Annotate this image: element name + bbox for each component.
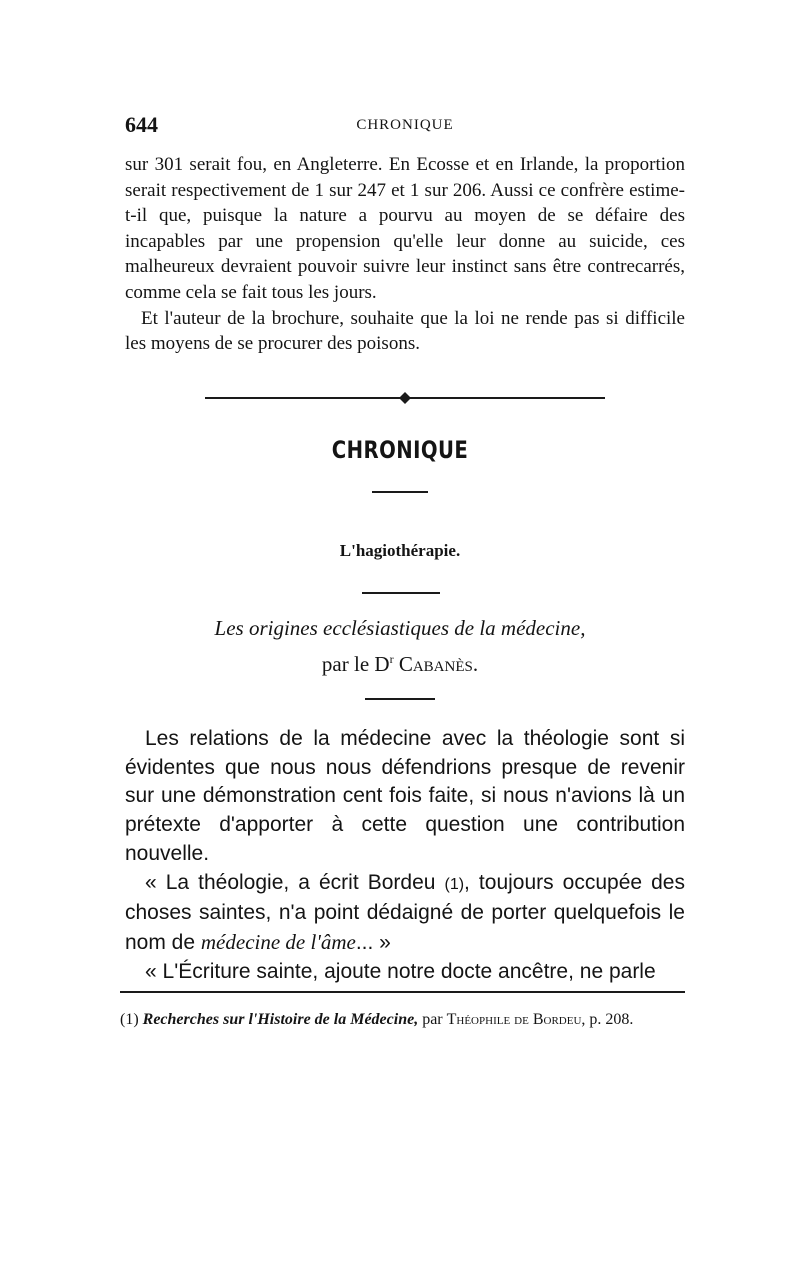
footnote-author-prefix: par xyxy=(418,1011,447,1028)
footnote-title: Recherches sur l'Histoire de la Médecine, xyxy=(142,1011,419,1028)
footnote-author: Théophile de Bordeu, xyxy=(446,1011,586,1028)
footnote-reference: (1) xyxy=(444,875,465,893)
paragraph: Les relations de la médecine avec la théologie sont si évidentes que nous nous défendrions presque de revenir sur une démonstration cent fois faite, si nous n'avions là un prétexte d'apporter à cette question une contribution nouvelle. xyxy=(125,727,685,865)
reviewed-work-title: Les origines ecclésiastiques de la médecine, xyxy=(214,616,586,640)
byline-rule xyxy=(365,698,435,700)
paragraph: sur 301 serait fou, en Angleterre. En Ecosse et en Irlande, la proportion serait respectivement de 1 sur 247 et 1 sur 206. Aussi ce confrère estime-t-il que, puisque la nature a pourvu au moyen de se défaire des incapables par une propension qu'elle leur donne au suicide, ces malheureux devraient pouvoir suivre leur instinct sans être contrecarrés, comme cela se fait tous les jours. xyxy=(125,154,685,303)
paragraph xyxy=(125,869,685,958)
byline-prefix: par le D xyxy=(321,652,390,676)
article-body xyxy=(125,725,685,986)
page-number: 644 xyxy=(125,112,158,137)
title-rule xyxy=(372,491,428,493)
byline xyxy=(0,652,800,677)
subtitle-rule xyxy=(362,592,440,594)
italic-phrase: médecine de l'âme xyxy=(200,929,356,954)
running-head: CHRONIQUE xyxy=(356,117,454,133)
byline-author: Cabanès. xyxy=(398,652,479,676)
text-run: ... » xyxy=(355,930,391,954)
text-run: « La théologie, a écrit Bordeu xyxy=(145,870,445,894)
section-title: CHRONIQUE xyxy=(331,436,469,464)
text-run: , toujours occupée des choses saintes, n'a point dédaigné de porter quelquefois le nom de xyxy=(125,870,685,954)
footnote xyxy=(120,1010,685,1030)
previous-article-text xyxy=(125,152,685,357)
footnote-page: p. 208. xyxy=(585,1011,634,1028)
page-header xyxy=(125,112,685,136)
paragraph: Et l'auteur de la brochure, souhaite que la loi ne rende pas si difficile les moyens de se procurer des poisons. xyxy=(125,307,685,355)
article-subtitle: L'hagiothérapie. xyxy=(339,541,461,560)
paragraph: « L'Écriture sainte, ajoute notre docte ancêtre, ne parle xyxy=(145,959,656,983)
footnote-separator xyxy=(120,991,685,993)
footnote-number: (1) xyxy=(120,1011,143,1028)
byline-sup: r xyxy=(389,652,394,666)
ornamental-divider xyxy=(205,390,605,406)
